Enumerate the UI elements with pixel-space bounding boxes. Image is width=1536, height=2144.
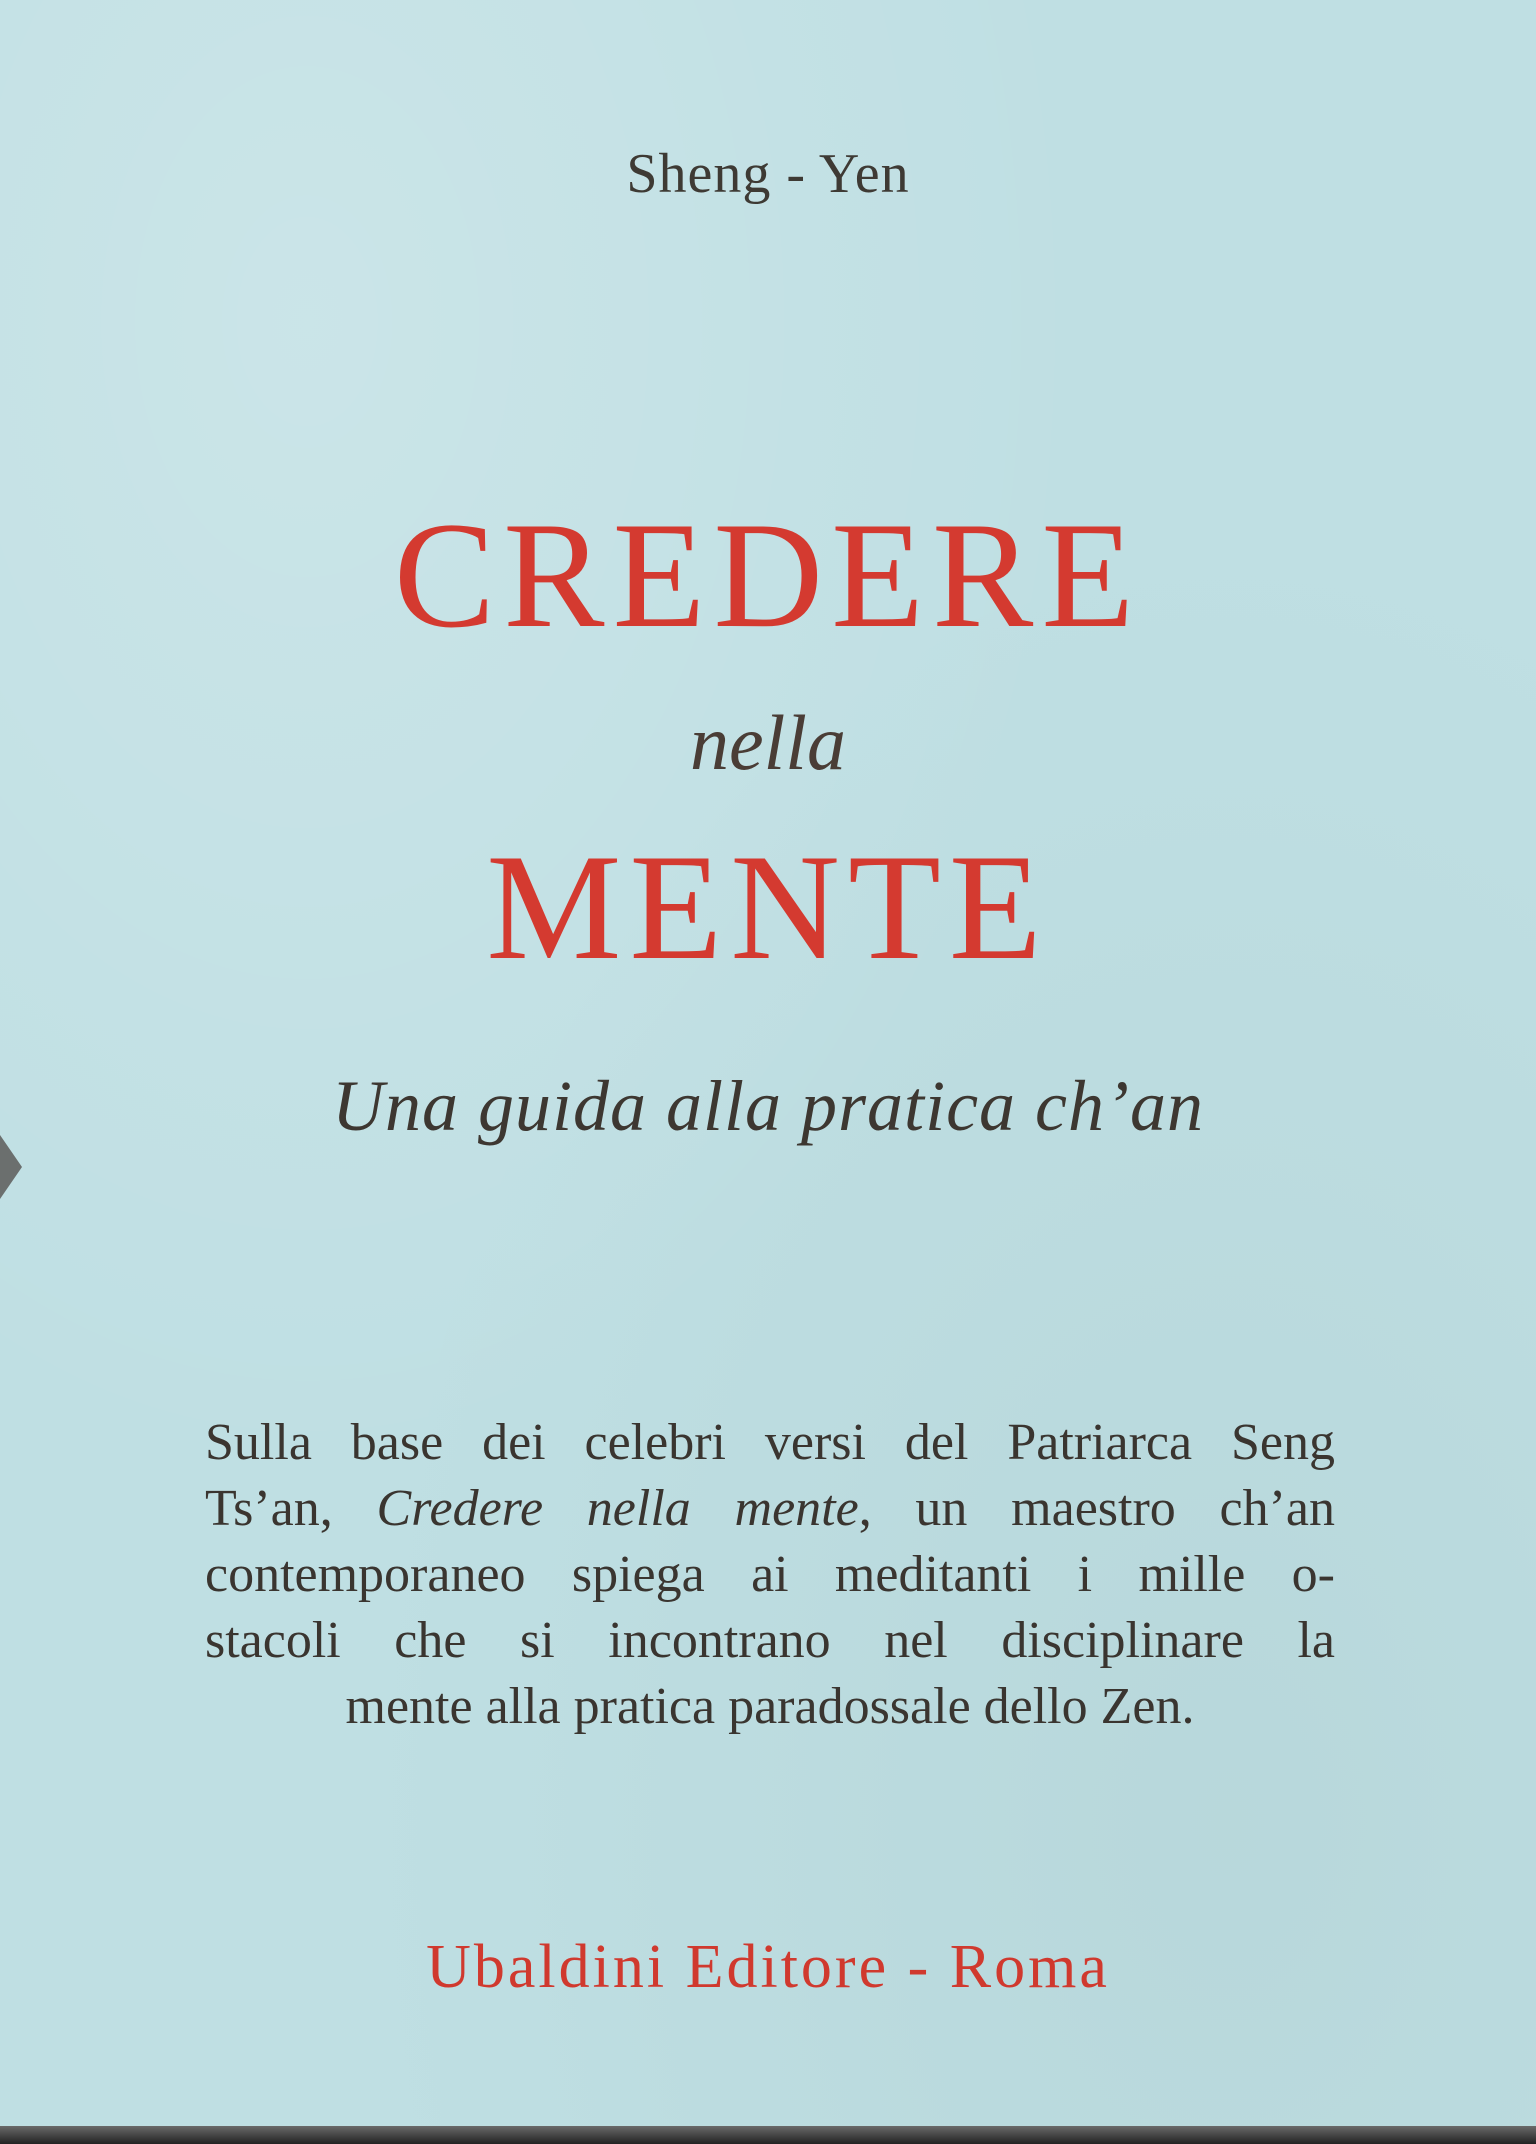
blurb-italic-title: Credere nella mente <box>376 1480 859 1537</box>
title-connector: nella <box>690 699 846 786</box>
blurb-line-5: mente alla pratica paradossale dello Zen. <box>345 1678 1195 1735</box>
cover-bottom-edge <box>0 2126 1536 2144</box>
blurb-line-3: contemporaneo spiega ai meditanti i mille o- <box>205 1546 1335 1603</box>
blurb-line-2-suffix: , un maestro ch’an <box>858 1480 1336 1537</box>
publisher-imprint: Ubaldini Editore - Roma <box>426 1933 1110 2001</box>
blurb-paragraph <box>205 1410 1335 1740</box>
title-line-1: CREDERE <box>393 491 1143 659</box>
blurb-line-2 <box>205 1476 1335 1542</box>
subtitle: Una guida alla pratica ch’an <box>332 1066 1204 1146</box>
blurb-line-2-prefix: Ts’an, <box>205 1480 333 1537</box>
title-line-2: MENTE <box>486 823 1050 991</box>
blurb-line-4: stacoli che si incontrano nel disciplinare la <box>205 1612 1335 1669</box>
author-name: Sheng - Yen <box>626 143 910 205</box>
blurb-line-1: Sulla base dei celebri versi del Patriarca Seng <box>205 1414 1335 1471</box>
